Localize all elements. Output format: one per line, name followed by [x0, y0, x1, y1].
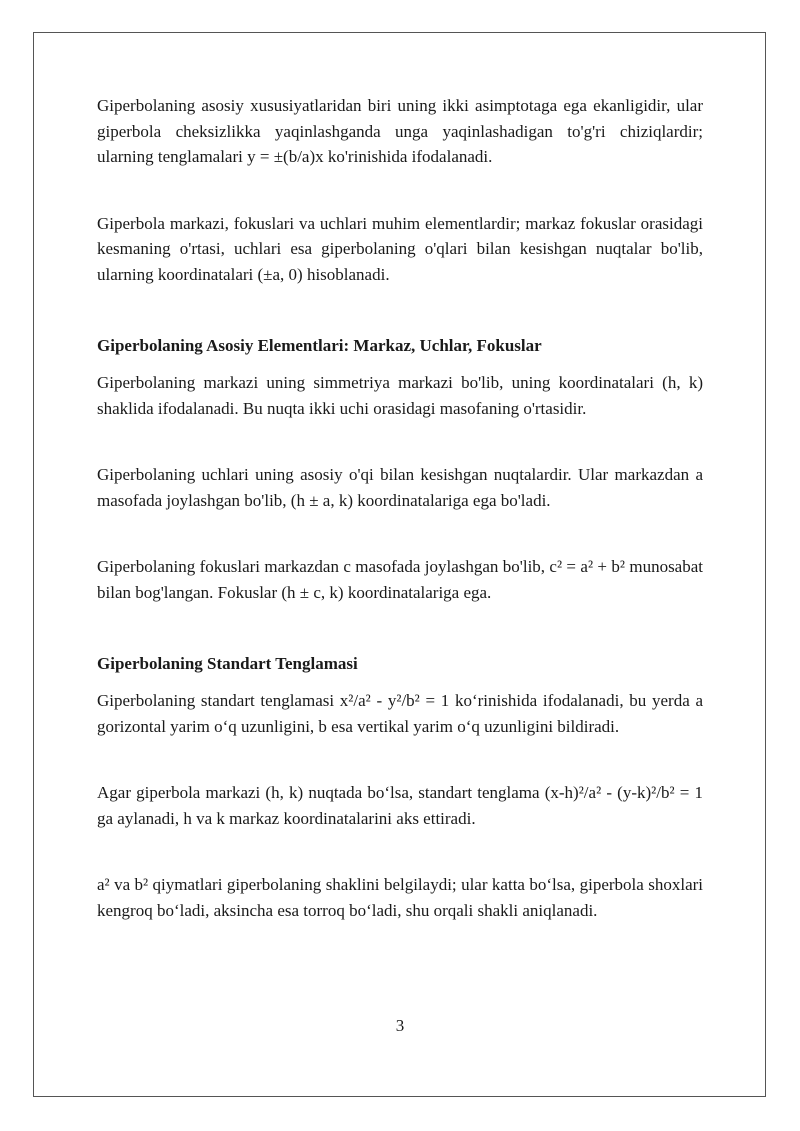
section-heading-standard-equation: Giperbolaning Standart Tenglamasi: [97, 654, 358, 673]
section-heading-elements: Giperbolaning Asosiy Elementlari: Markaz, Uchlar, Fokuslar: [97, 336, 542, 355]
document-body: [97, 93, 703, 923]
paragraph-center-foci-vertices: Giperbola markazi, fokuslari va uchlari muhim elementlardir; markaz fokuslar orasidagi kesmaning o'rtasi, uchlari esa giperbolaning o'qlari bilan kesishgan nuqtalar bo'lib, ularning koordinatalari (±a, 0) hisoblanadi.: [97, 213, 703, 284]
paragraph-shifted-equation: Agar giperbola markazi (h, k) nuqtada bo‘lsa, standart tenglama (x-h)²/a² - (y-k)²/b² = 1 ga aylanadi, h va k markaz koordinatalarini aks ettiradi.: [97, 783, 703, 828]
paragraph-vertices: Giperbolaning uchlari uning asosiy o'qi bilan kesishgan nuqtalardir. Ular markazdan a masofada joylashgan bo'lib, (h ± a, k) koordinatalariga ega bo'ladi.: [97, 465, 703, 510]
paragraph-asymptotes: Giperbolaning asosiy xususiyatlaridan biri uning ikki asimptotaga ega ekanligidir, ular giperbola cheksizlikka yaqinlashganda unga yaqinlashadigan to'g'ri chiziqlardir; ularning tenglamalari y = ±(b/a)x ko'rinishida ifodalanadi.: [97, 96, 703, 166]
paragraph-shape-parameters: a² va b² qiymatlari giperbolaning shaklini belgilaydi; ular katta bo‘lsa, giperbola shoxlari kengroq bo‘ladi, aksincha esa torroq bo‘ladi, shu orqali shakli aniqlanadi.: [97, 875, 703, 920]
paragraph-center: Giperbolaning markazi uning simmetriya markazi bo'lib, uning koordinatalari (h, k) shaklida ifodalanadi. Bu nuqta ikki uchi orasidagi masofaning o'rtasidir.: [97, 373, 703, 418]
page-number: 3: [395, 1016, 405, 1035]
paragraph-foci: Giperbolaning fokuslari markazdan c masofada joylashgan bo'lib, c² = a² + b² munosabat bilan bog'langan. Fokuslar (h ± c, k) koordinatalariga ega.: [97, 557, 703, 602]
paragraph-standard-equation: Giperbolaning standart tenglamasi x²/a² - y²/b² = 1 ko‘rinishida ifodalanadi, bu yerda a gorizontal yarim o‘q uzunligini, b esa vertikal yarim o‘q uzunligini bildiradi.: [97, 691, 703, 736]
